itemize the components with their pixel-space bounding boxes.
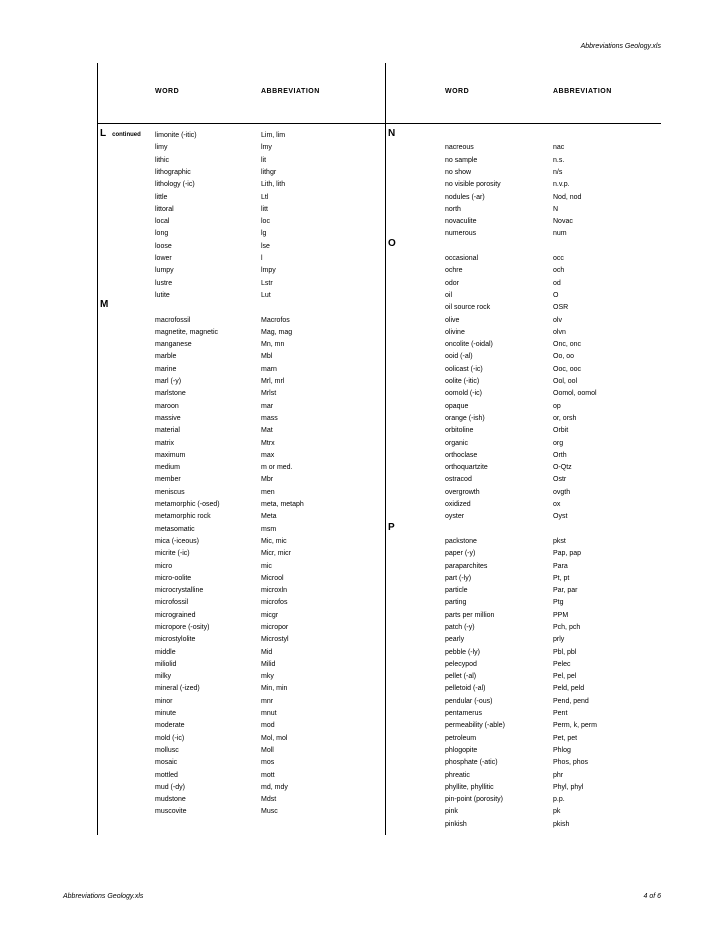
- table-row-word: minute: [155, 710, 177, 717]
- table-row-word: limy: [155, 144, 168, 151]
- table-row-word: nodules (-ar): [445, 194, 485, 201]
- table-row-word: lumpy: [155, 267, 174, 274]
- table-row-abbreviation: Perm, k, perm: [553, 722, 597, 729]
- table-row-abbreviation: max: [261, 452, 275, 459]
- table-row-word: north: [445, 206, 461, 213]
- table-row-abbreviation: Orbit: [553, 427, 569, 434]
- table-row-word: pelecypod: [445, 661, 477, 668]
- table-row-word: middle: [155, 649, 176, 656]
- table-row-word: long: [155, 230, 169, 237]
- table-row-abbreviation: mod: [261, 722, 275, 729]
- table-row-abbreviation: od: [553, 280, 561, 287]
- table-row-word: muscovite: [155, 808, 187, 815]
- table-row-abbreviation: O-Qtz: [553, 464, 572, 471]
- table-row-abbreviation: l: [261, 255, 263, 262]
- table-row-abbreviation: Novac: [553, 218, 573, 225]
- table-row-abbreviation: Mid: [261, 649, 273, 656]
- table-row-word: pentamerus: [445, 710, 482, 717]
- table-row-word: mold (-ic): [155, 735, 185, 742]
- table-row-abbreviation: ovgth: [553, 489, 571, 496]
- table-row-word: pin-point (porosity): [445, 796, 503, 803]
- table-row-word: microstylolite: [155, 636, 196, 643]
- section-letter-m: M: [100, 299, 109, 310]
- table-row-word: mudstone: [155, 796, 186, 803]
- table-row-abbreviation: Pet, pet: [553, 735, 578, 742]
- section-letter-l: [100, 129, 141, 140]
- table-row-abbreviation: Pend, pend: [553, 698, 589, 705]
- column-header-abbreviation-left: ABBREVIATION: [261, 88, 320, 95]
- table-row-word: pendular (-ous): [445, 698, 493, 705]
- table-row-abbreviation: microxln: [261, 587, 288, 594]
- table-row-abbreviation: mar: [261, 403, 274, 410]
- table-row-word: marble: [155, 353, 177, 360]
- table-row-word: olive: [445, 317, 460, 324]
- table-row-word: milky: [155, 673, 171, 680]
- table-row-abbreviation: Phos, phos: [553, 759, 589, 766]
- table-row-abbreviation: ox: [553, 501, 561, 508]
- table-row-word: mud (-dy): [155, 784, 185, 791]
- table-row-word: odor: [445, 280, 460, 287]
- table-row-abbreviation: m or med.: [261, 464, 293, 471]
- table-row-abbreviation: Milid: [261, 661, 276, 668]
- table-row-abbreviation: Microol: [261, 575, 284, 582]
- table-row-abbreviation: Mrl, mrl: [261, 378, 285, 385]
- table-row-word: petroleum: [445, 735, 477, 742]
- header-file-name: Abbreviations Geology.xls: [580, 43, 661, 50]
- table-row-word: overgrowth: [445, 489, 480, 496]
- table-row-abbreviation: mnut: [261, 710, 277, 717]
- table-row-word: no visible porosity: [445, 181, 501, 188]
- table-row-word: pebble (-ly): [445, 649, 481, 656]
- table-row-word: pearly: [445, 636, 465, 643]
- table-row-word: micropore (-osity): [155, 624, 210, 631]
- table-row-abbreviation: loc: [261, 218, 270, 225]
- table-row-abbreviation: O: [553, 292, 559, 299]
- table-row-abbreviation: mott: [261, 772, 275, 779]
- table-row-abbreviation: Lstr: [261, 280, 273, 287]
- table-row-abbreviation: Moll: [261, 747, 274, 754]
- table-row-word: metamorphic (-osed): [155, 501, 220, 508]
- section-letter-o: O: [388, 238, 396, 249]
- table-row-abbreviation: Pap, pap: [553, 550, 582, 557]
- table-row-abbreviation: Microstyl: [261, 636, 289, 643]
- table-row-abbreviation: nac: [553, 144, 565, 151]
- table-row-abbreviation: Mat: [261, 427, 273, 434]
- table-row-abbreviation: lse: [261, 243, 270, 250]
- table-row-abbreviation: mnr: [261, 698, 274, 705]
- table-row-abbreviation: marn: [261, 366, 277, 373]
- table-row-word: oolite (-itic): [445, 378, 480, 385]
- table-row-word: mineral (-ized): [155, 685, 200, 692]
- table-row-abbreviation: Mic, mic: [261, 538, 287, 545]
- table-row-abbreviation: n/s: [553, 169, 563, 176]
- table-row-word: mollusc: [155, 747, 179, 754]
- table-row-word: miliolid: [155, 661, 177, 668]
- table-row-abbreviation: Onc, onc: [553, 341, 582, 348]
- table-row-word: novaculite: [445, 218, 477, 225]
- table-row-abbreviation: Pbl, pbl: [553, 649, 577, 656]
- table-row-abbreviation: PPM: [553, 612, 569, 619]
- table-row-abbreviation: Lut: [261, 292, 271, 299]
- table-row-word: magnetite, magnetic: [155, 329, 219, 336]
- table-row-abbreviation: Mol, mol: [261, 735, 288, 742]
- table-row-word: oomold (-ic): [445, 390, 482, 397]
- table-row-abbreviation: micropor: [261, 624, 289, 631]
- table-row-word: phyllite, phyllitic: [445, 784, 494, 791]
- table-row-word: parting: [445, 599, 467, 606]
- table-row-word: part (-ly): [445, 575, 472, 582]
- table-row-word: phlogopite: [445, 747, 478, 754]
- table-row-word: lustre: [155, 280, 173, 287]
- table-row-abbreviation: Pch, pch: [553, 624, 581, 631]
- table-row-word: organic: [445, 440, 468, 447]
- table-row-word: microfossil: [155, 599, 189, 606]
- table-row-word: mottled: [155, 772, 178, 779]
- footer-page-number: 4 of 6: [643, 893, 661, 900]
- table-row-abbreviation: Mtrx: [261, 440, 275, 447]
- table-row-word: oil: [445, 292, 453, 299]
- table-row-word: local: [155, 218, 170, 225]
- table-row-word: marl (-y): [155, 378, 182, 385]
- table-row-word: member: [155, 476, 181, 483]
- table-row-abbreviation: Mrlst: [261, 390, 277, 397]
- table-row-word: orange (-ish): [445, 415, 485, 422]
- table-row-abbreviation: Ool, ool: [553, 378, 578, 385]
- table-left-border: [97, 63, 98, 835]
- table-row-abbreviation: Phyl, phyl: [553, 784, 584, 791]
- table-row-abbreviation: occ: [553, 255, 564, 262]
- table-row-word: limonite (-itic): [155, 132, 197, 139]
- table-row-word: lithic: [155, 157, 170, 164]
- section-continued-label: continued: [112, 132, 141, 138]
- table-row-abbreviation: pkst: [553, 538, 566, 545]
- section-letter-p: P: [388, 522, 395, 533]
- table-row-abbreviation: Mdst: [261, 796, 277, 803]
- table-row-word: littoral: [155, 206, 174, 213]
- table-row-word: particle: [445, 587, 468, 594]
- table-row-word: patch (-y): [445, 624, 475, 631]
- table-row-abbreviation: Par, par: [553, 587, 578, 594]
- table-row-abbreviation: mky: [261, 673, 274, 680]
- table-row-abbreviation: Phlog: [553, 747, 571, 754]
- table-row-abbreviation: Oo, oo: [553, 353, 575, 360]
- table-row-abbreviation: or, orsh: [553, 415, 577, 422]
- table-row-abbreviation: num: [553, 230, 567, 237]
- table-row-abbreviation: Ooc, ooc: [553, 366, 582, 373]
- table-row-word: pinkish: [445, 821, 467, 828]
- table-row-abbreviation: mic: [261, 563, 272, 570]
- table-row-abbreviation: md, mdy: [261, 784, 288, 791]
- table-row-word: micro-oolite: [155, 575, 192, 582]
- table-row-word: micrite (-ic): [155, 550, 190, 557]
- table-row-abbreviation: Pt, pt: [553, 575, 570, 582]
- table-center-border: [385, 63, 386, 835]
- table-row-abbreviation: Ptg: [553, 599, 564, 606]
- column-header-abbreviation-right: ABBREVIATION: [553, 88, 612, 95]
- table-row-word: microcrystalline: [155, 587, 204, 594]
- table-row-word: moderate: [155, 722, 185, 729]
- table-row-abbreviation: och: [553, 267, 565, 274]
- table-row-word: paraparchites: [445, 563, 488, 570]
- table-row-word: orthoclase: [445, 452, 478, 459]
- table-row-word: ostracod: [445, 476, 472, 483]
- table-row-word: material: [155, 427, 180, 434]
- table-row-abbreviation: mass: [261, 415, 278, 422]
- table-row-abbreviation: olvn: [553, 329, 566, 336]
- table-row-abbreviation: olv: [553, 317, 562, 324]
- table-row-word: marlstone: [155, 390, 186, 397]
- table-row-word: metamorphic rock: [155, 513, 211, 520]
- footer-file-name: Abbreviations Geology.xls: [63, 893, 144, 900]
- table-row-abbreviation: lit: [261, 157, 267, 164]
- table-row-abbreviation: op: [553, 403, 561, 410]
- column-header-word-right: WORD: [445, 88, 470, 95]
- table-row-abbreviation: Min, min: [261, 685, 288, 692]
- table-row-word: maximum: [155, 452, 186, 459]
- table-row-abbreviation: lmpy: [261, 267, 276, 274]
- table-row-word: oolicast (-ic): [445, 366, 483, 373]
- table-row-abbreviation: Mn, mn: [261, 341, 285, 348]
- table-row-abbreviation: n.s.: [553, 157, 565, 164]
- header-divider-right: [385, 123, 661, 124]
- table-row-word: pink: [445, 808, 458, 815]
- table-row-word: pellet (-al): [445, 673, 477, 680]
- table-row-abbreviation: prly: [553, 636, 565, 643]
- table-row-abbreviation: Lim, lim: [261, 132, 286, 139]
- table-row-abbreviation: lmy: [261, 144, 272, 151]
- table-row-word: phosphate (-atic): [445, 759, 498, 766]
- table-row-word: massive: [155, 415, 181, 422]
- section-letter: L: [100, 128, 107, 139]
- table-row-word: no sample: [445, 157, 478, 164]
- table-row-abbreviation: Pelec: [553, 661, 571, 668]
- table-row-abbreviation: mos: [261, 759, 275, 766]
- table-row-word: manganese: [155, 341, 192, 348]
- table-row-word: marine: [155, 366, 177, 373]
- table-row-abbreviation: Meta: [261, 513, 277, 520]
- table-row-abbreviation: Peld, peld: [553, 685, 585, 692]
- table-row-word: mica (-iceous): [155, 538, 199, 545]
- table-row-word: lutite: [155, 292, 170, 299]
- table-row-abbreviation: lg: [261, 230, 267, 237]
- table-row-word: numerous: [445, 230, 477, 237]
- table-row-word: lithographic: [155, 169, 191, 176]
- table-row-abbreviation: litt: [261, 206, 268, 213]
- table-row-word: ochre: [445, 267, 463, 274]
- table-row-word: minor: [155, 698, 173, 705]
- table-row-abbreviation: Ostr: [553, 476, 567, 483]
- table-row-abbreviation: Musc: [261, 808, 278, 815]
- table-row-word: oxidized: [445, 501, 471, 508]
- table-row-abbreviation: n.v.p.: [553, 181, 570, 188]
- table-row-abbreviation: msm: [261, 526, 277, 533]
- table-row-abbreviation: N: [553, 206, 559, 213]
- table-row-word: pelletoid (-al): [445, 685, 486, 692]
- table-row-word: nacreous: [445, 144, 474, 151]
- table-row-word: maroon: [155, 403, 179, 410]
- table-row-word: loose: [155, 243, 172, 250]
- table-row-abbreviation: Mag, mag: [261, 329, 293, 336]
- table-row-word: parts per million: [445, 612, 495, 619]
- section-letter-n: N: [388, 128, 396, 139]
- table-row-word: no show: [445, 169, 472, 176]
- table-row-word: phreatic: [445, 772, 470, 779]
- table-row-abbreviation: men: [261, 489, 275, 496]
- table-row-word: mosaic: [155, 759, 178, 766]
- table-row-word: paper (-y): [445, 550, 476, 557]
- table-row-abbreviation: OSR: [553, 304, 569, 311]
- table-row-word: meniscus: [155, 489, 185, 496]
- table-row-word: oncolite (-oidal): [445, 341, 493, 348]
- table-row-abbreviation: Pel, pel: [553, 673, 577, 680]
- table-row-word: lower: [155, 255, 172, 262]
- table-row-abbreviation: lithgr: [261, 169, 277, 176]
- table-row-word: orthoquartzite: [445, 464, 488, 471]
- table-row-abbreviation: org: [553, 440, 564, 447]
- table-row-abbreviation: Para: [553, 563, 568, 570]
- table-row-abbreviation: Lith, lith: [261, 181, 286, 188]
- table-row-abbreviation: Mbl: [261, 353, 273, 360]
- table-row-word: macrofossil: [155, 317, 191, 324]
- table-row-word: olivine: [445, 329, 465, 336]
- table-row-word: oyster: [445, 513, 465, 520]
- table-row-abbreviation: meta, metaph: [261, 501, 304, 508]
- table-row-word: metasomatic: [155, 526, 195, 533]
- table-row-abbreviation: Macrofos: [261, 317, 290, 324]
- table-row-abbreviation: Oomol, oomol: [553, 390, 597, 397]
- table-row-abbreviation: Mbr: [261, 476, 274, 483]
- table-row-abbreviation: micgr: [261, 612, 279, 619]
- table-row-word: packstone: [445, 538, 477, 545]
- table-row-abbreviation: Nod, nod: [553, 194, 582, 201]
- table-row-word: orbitoline: [445, 427, 474, 434]
- table-row-word: oil source rock: [445, 304, 491, 311]
- table-row-abbreviation: phr: [553, 772, 564, 779]
- table-row-word: micrograined: [155, 612, 196, 619]
- table-row-abbreviation: Oyst: [553, 513, 568, 520]
- table-row-abbreviation: pk: [553, 808, 561, 815]
- table-row-word: occasional: [445, 255, 479, 262]
- table-row-word: ooid (-al): [445, 353, 473, 360]
- table-row-abbreviation: Pent: [553, 710, 568, 717]
- table-row-abbreviation: microfos: [261, 599, 288, 606]
- table-row-word: lithology (-ic): [155, 181, 195, 188]
- column-header-word-left: WORD: [155, 88, 180, 95]
- header-divider-left: [97, 123, 385, 124]
- table-row-word: micro: [155, 563, 173, 570]
- table-row-abbreviation: Micr, micr: [261, 550, 291, 557]
- table-row-word: opaque: [445, 403, 469, 410]
- table-row-word: little: [155, 194, 168, 201]
- table-row-word: permeability (-able): [445, 722, 505, 729]
- table-row-abbreviation: Ltl: [261, 194, 269, 201]
- table-row-abbreviation: pkish: [553, 821, 570, 828]
- table-row-abbreviation: p.p.: [553, 796, 565, 803]
- table-row-abbreviation: Orth: [553, 452, 567, 459]
- table-row-word: medium: [155, 464, 180, 471]
- table-row-word: matrix: [155, 440, 175, 447]
